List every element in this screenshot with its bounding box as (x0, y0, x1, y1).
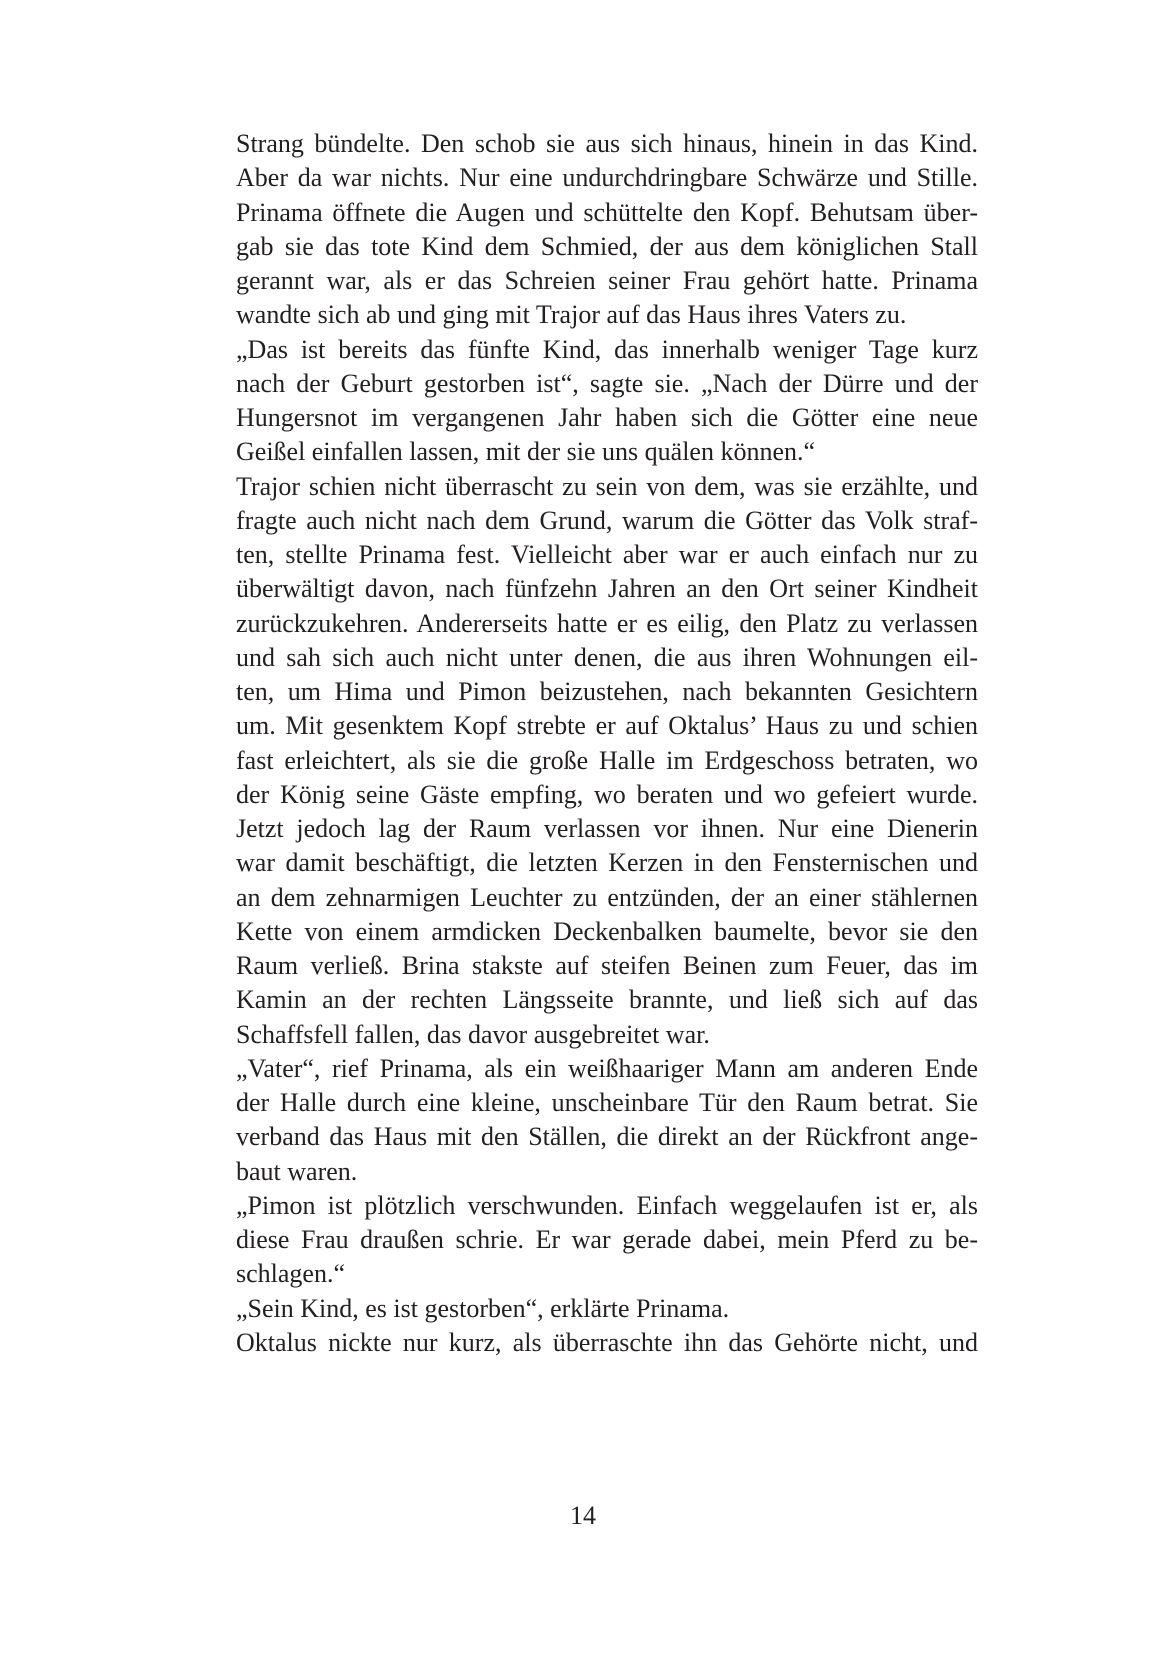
text-line: Strang bündelte. Den schob sie aus sich hinaus, hinein in das Kind. (236, 129, 978, 158)
text-line: an dem zehnarmigen Leuchter zu entzünden, der an einer stählernen (236, 882, 978, 912)
text-line: verband das Haus mit den Ställen, die direkt an der Rückfront ange- (236, 1122, 978, 1152)
text-line: Aber da war nichts. Nur eine undurchdringbare Schwärze und Stille. (236, 163, 978, 193)
text-line: Schaffsfell fallen, das davor ausgebreitet war. (236, 1019, 710, 1049)
text-line: Hungersnot im vergangenen Jahr haben sich die Götter eine neue (236, 403, 978, 432)
text-line: ten, stellte Prinama fest. Vielleicht aber war er auch einfach nur zu (236, 540, 978, 569)
text-line: gab sie das tote Kind dem Schmied, der aus dem königlichen Stall (236, 231, 978, 261)
text-line: Trajor schien nicht überrascht zu sein von dem, was sie erzählte, und (236, 471, 978, 501)
text-line: diese Frau draußen schrie. Er war gerade dabei, mein Pferd zu be- (236, 1225, 978, 1254)
body-text (236, 127, 978, 1360)
text-line: „Das ist bereits das fünfte Kind, das innerhalb weniger Tage kurz (236, 334, 978, 364)
text-line: Kette von einem armdicken Deckenbalken baumelte, bevor sie den (236, 916, 978, 946)
text-line: baut waren. (236, 1156, 358, 1186)
text-line: der Halle durch eine kleine, unscheinbare Tür den Raum betrat. Sie (236, 1088, 978, 1117)
text-line: der König seine Gäste empfing, wo beraten und wo gefeiert wurde. (236, 779, 978, 809)
text-line: nach der Geburt gestorben ist“, sagte sie. „Nach der Dürre und der (236, 368, 978, 398)
text-line: gerannt war, als er das Schreien seiner Frau gehört hatte. Prinama (236, 266, 978, 295)
text-line: „Pimon ist plötzlich verschwunden. Einfach weggelaufen ist er, als (236, 1190, 978, 1220)
text-line: um. Mit gesenktem Kopf strebte er auf Oktalus’ Haus zu und schien (236, 711, 978, 741)
text-line: ten, um Hima und Pimon beizustehen, nach bekannten Gesichtern (236, 677, 978, 706)
text-line: Prinama öffnete die Augen und schüttelte den Kopf. Behutsam über- (236, 197, 978, 227)
text-line: Oktalus nickte nur kurz, als überraschte ihn das Gehörte nicht, und (236, 1327, 978, 1357)
text-line: fragte auch nicht nach dem Grund, warum die Götter das Volk straf- (236, 505, 978, 535)
text-line: fast erleichtert, als sie die große Halle im Erdgeschoss betraten, wo (236, 745, 978, 775)
text-line: und sah sich auch nicht unter denen, die aus ihren Wohnungen eil- (236, 642, 978, 672)
text-line: Raum verließ. Brina stakste auf steifen Beinen zum Feuer, das im (236, 951, 978, 980)
text-line: Jetzt jedoch lag der Raum verlassen vor ihnen. Nur eine Dienerin (236, 814, 978, 843)
text-line: schlagen.“ (236, 1259, 346, 1289)
text-line: war damit beschäftigt, die letzten Kerzen in den Fensternischen und (236, 848, 978, 878)
text-line: „Vater“, rief Prinama, als ein weißhaariger Mann am anderen Ende (236, 1053, 978, 1083)
text-line: „Sein Kind, es ist gestorben“, erklärte Prinama. (236, 1293, 730, 1323)
page-number: 14 (570, 1501, 596, 1530)
text-line: zurückzukehren. Andererseits hatte er es eilig, den Platz zu verlassen (236, 608, 978, 638)
text-line: Kamin an der rechten Längsseite brannte, und ließ sich auf das (236, 985, 978, 1015)
text-line: überwältigt davon, nach fünfzehn Jahren an den Ort seiner Kindheit (236, 574, 978, 604)
text-line: Geißel einfallen lassen, mit der sie uns quälen können.“ (236, 437, 816, 467)
text-line: wandte sich ab und ging mit Trajor auf das Haus ihres Vaters zu. (236, 300, 907, 330)
